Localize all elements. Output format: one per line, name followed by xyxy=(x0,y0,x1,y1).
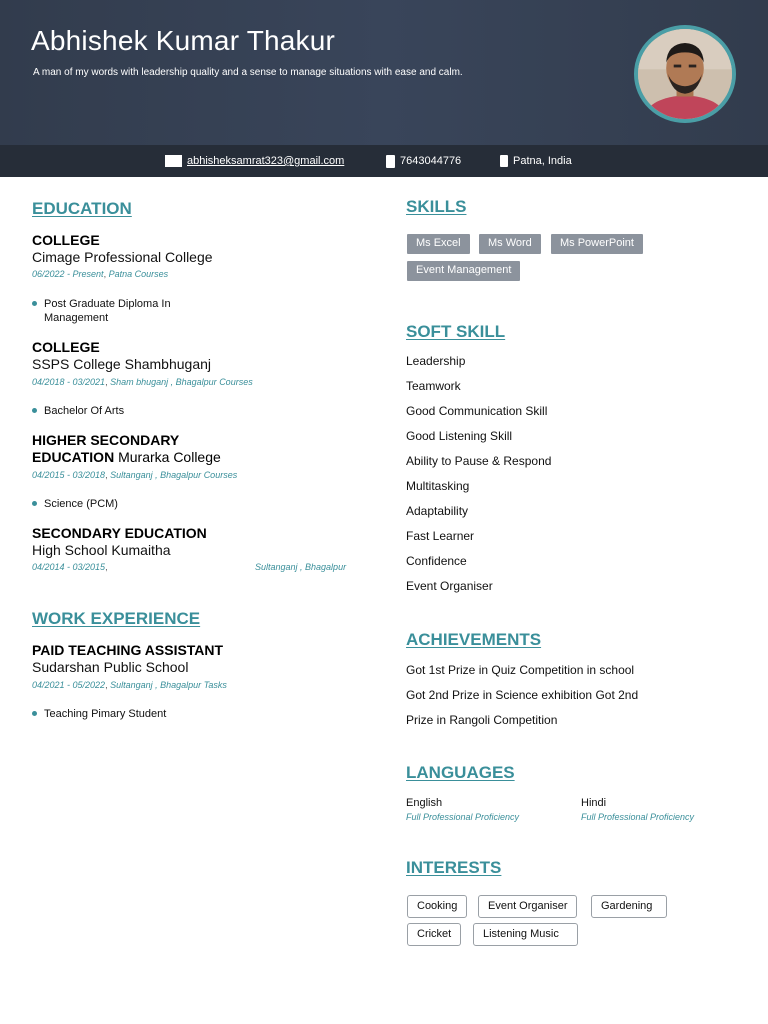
education-location: Sultanganj , Bhagalpur xyxy=(110,470,202,480)
education-dates: 04/2014 - 03/2015 xyxy=(32,562,106,572)
work-dates: 04/2021 - 05/2022 xyxy=(32,680,106,690)
contact-email[interactable] xyxy=(165,145,344,177)
education-location: Sham bhuganj , Bhagalpur xyxy=(110,377,217,387)
interest-tag: Cooking xyxy=(407,895,467,918)
education-degree: SECONDARY EDUCATION xyxy=(32,525,207,541)
phone-number: 7643044776 xyxy=(400,155,462,167)
language-name: English xyxy=(406,797,443,809)
contact-location xyxy=(500,145,572,177)
interest-tag: Event Organiser xyxy=(478,895,577,918)
education-dates: 04/2018 - 03/2021 xyxy=(32,377,106,387)
education-location: Sultanganj , Bhagalpur xyxy=(255,562,347,572)
education-institution: Cimage Professional College xyxy=(32,249,213,265)
skill-tag: Ms Excel xyxy=(407,234,470,254)
education-degree: COLLEGE xyxy=(32,339,100,355)
work-heading: WORK EXPERIENCE xyxy=(32,609,201,628)
language-level: Full Professional Proficiency xyxy=(406,812,520,822)
education-type: Courses xyxy=(219,377,253,387)
work-detail: Teaching Pimary Student xyxy=(32,707,232,721)
education-dates: 06/2022 - Present xyxy=(32,269,104,279)
email-link[interactable]: abhisheksamrat323@gmail.com xyxy=(187,155,345,167)
location-text: Patna, India xyxy=(513,155,572,167)
language-level: Full Professional Proficiency xyxy=(581,812,695,822)
candidate-name: Abhishek Kumar Thakur xyxy=(31,25,336,56)
soft-skill-item: Fast Learner xyxy=(406,529,475,543)
work-company: Sudarshan Public School xyxy=(32,659,189,675)
skill-tag: Ms Word xyxy=(479,234,541,254)
work-meta: 04/2021 - 05/2022, Sultanganj , Bhagalpur Tasks xyxy=(32,680,227,690)
education-detail: Post Graduate Diploma In Management xyxy=(32,297,192,325)
education-meta: 06/2022 - Present, Patna Courses xyxy=(32,269,169,279)
soft-skill-heading: SOFT SKILL xyxy=(406,322,506,341)
education-degree-line2 xyxy=(32,449,221,466)
interest-tag: Gardening xyxy=(591,895,667,918)
education-institution: SSPS College Shambhuganj xyxy=(32,356,212,372)
soft-skill-item: Teamwork xyxy=(406,379,461,393)
skill-tag: Ms PowerPoint xyxy=(551,234,643,254)
interest-tag: Listening Music xyxy=(473,923,578,946)
soft-skill-item: Ability to Pause & Respond xyxy=(406,454,552,468)
contact-phone xyxy=(386,145,461,177)
education-location: Patna xyxy=(108,269,133,279)
profile-photo-illustration xyxy=(638,29,732,119)
education-degree: EDUCATION xyxy=(32,449,115,465)
education-institution: Murarka College xyxy=(118,449,221,465)
education-detail: Bachelor Of Arts xyxy=(32,404,232,418)
soft-skill-item: Confidence xyxy=(406,554,467,568)
location-icon xyxy=(500,155,508,167)
mail-icon xyxy=(165,155,182,167)
interests-heading: INTERESTS xyxy=(406,858,502,877)
achievement-line: Got 1st Prize in Quiz Competition in school xyxy=(406,663,635,677)
work-type: Tasks xyxy=(203,680,227,690)
soft-skill-item: Leadership xyxy=(406,354,466,368)
education-degree: COLLEGE xyxy=(32,232,100,248)
soft-skill-item: Good Communication Skill xyxy=(406,404,548,418)
contact-bar xyxy=(0,145,768,177)
languages-heading: LANGUAGES xyxy=(406,763,515,782)
education-degree-line1: HIGHER SECONDARY xyxy=(32,432,180,448)
education-detail: Science (PCM) xyxy=(32,497,232,511)
skills-heading: SKILLS xyxy=(406,197,467,216)
education-institution: High School Kumaitha xyxy=(32,542,171,558)
phone-icon xyxy=(386,155,395,168)
education-type: Courses xyxy=(203,470,238,480)
work-role: PAID TEACHING ASSISTANT xyxy=(32,642,224,658)
achievement-line: Got 2nd Prize in Science exhibition Got 2nd xyxy=(406,688,639,702)
language-name: Hindi xyxy=(581,797,607,809)
resume-header xyxy=(0,0,768,145)
education-type: Courses xyxy=(134,269,169,279)
work-location: Sultanganj , Bhagalpur xyxy=(110,680,202,690)
achievements-heading: ACHIEVEMENTS xyxy=(406,630,542,649)
profile-photo xyxy=(634,25,736,123)
education-meta: 04/2015 - 03/2018, Sultanganj , Bhagalpur Courses xyxy=(32,470,238,480)
education-meta: 04/2018 - 03/2021, Sham bhuganj , Bhagalpur Courses xyxy=(32,377,253,387)
education-dates: 04/2015 - 03/2018 xyxy=(32,470,106,480)
soft-skill-item: Multitasking xyxy=(406,479,470,493)
interest-tag: Cricket xyxy=(407,923,461,946)
soft-skill-item: Good Listening Skill xyxy=(406,429,513,443)
soft-skill-item: Adaptability xyxy=(406,504,469,518)
candidate-tagline: A man of my words with leadership quality and a sense to manage situations with ease and calm. xyxy=(33,67,463,78)
achievement-line: Prize in Rangoli Competition xyxy=(406,713,558,727)
skill-tag: Event Management xyxy=(407,261,520,281)
soft-skill-item: Event Organiser xyxy=(406,579,493,593)
education-heading: EDUCATION xyxy=(32,199,132,218)
education-dates-meta: 04/2014 - 03/2015, xyxy=(32,562,108,572)
